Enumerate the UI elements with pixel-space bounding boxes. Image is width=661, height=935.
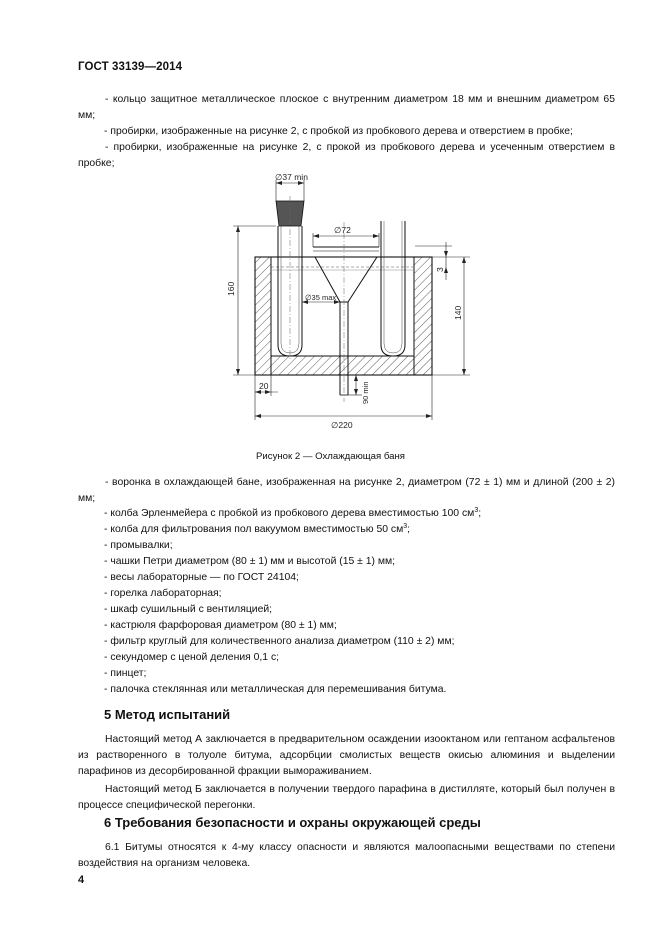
dim-d220: ∅220 — [331, 420, 353, 430]
list-item-funnel: - воронка в охлаждающей бане, изображенная на рисунке 2, диаметром (72 ± 1) мм и длиной (200 ± 2) мм; — [78, 477, 615, 504]
figure-caption: Рисунок 2 — Охлаждающая баня — [256, 451, 405, 462]
intro-item-ring: - кольцо защитное металлическое плоское с внутренним диаметром 18 мм и внешним диаметром 65 мм; — [78, 94, 615, 121]
list-item: - чашки Петри диаметром (80 ± 1) мм и высотой (15 ± 1) мм; — [104, 556, 396, 567]
intro-item-tubes-truncated: - пробирки, изображенные на рисунке 2, с прокой из пробкового дерева и усеченным отверстием в пробке; — [78, 142, 615, 169]
list-item: - пинцет; — [104, 668, 147, 679]
list-item: - кастрюля фарфоровая диаметром (80 ± 1) мм; — [104, 620, 337, 631]
dim-d35: ∅35 max — [305, 293, 337, 302]
list-item: - весы лабораторные — по ГОСТ 24104; — [104, 572, 299, 583]
standard-header: ГОСТ 33139—2014 — [78, 61, 183, 73]
test-tube-left — [276, 196, 304, 360]
list-item: - шкаф сушильный с вентиляцией; — [104, 604, 273, 615]
list-item: - фильтр круглый для количественного анализа диаметром (110 ± 2) мм; — [104, 636, 455, 647]
list-item: - горелка лабораторная; — [104, 588, 222, 599]
section-5-heading: 5 Метод испытаний — [104, 707, 231, 722]
dim-h90: 90 min — [361, 381, 370, 404]
list-item: - промывалки; — [104, 540, 173, 551]
page-number: 4 — [78, 874, 85, 886]
list-item-vacuum-flask: - колба для фильтрования пол вакуумом вместимостью 50 $см^3$; — [104, 523, 411, 535]
dim-h160: 160 — [226, 281, 236, 296]
list-item: - палочка стеклянная или металлическая для перемешивания битума. — [104, 684, 447, 695]
section-5-paragraph-1: Настоящий метод А заключается в предварительном осаждении изооктаном или гептаном асфальтенов из растворенного в толуоле битума, адсорбции смолистых веществ окисью алюминия и выделении парафинов из десорбированной фракции вымораживанием. — [78, 734, 615, 777]
intro-item-tubes-hole: - пробирки, изображенные на рисунке 2, с пробкой из пробкового дерева и отверстием в пробке; — [104, 126, 573, 137]
dim-d72: ∅72 — [334, 225, 351, 235]
list-item-erlenmeyer: - колба Эрленмейера с пробкой из пробкового дерева вместимостью 100 $см^3$; — [104, 507, 482, 519]
dim-h140: 140 — [453, 305, 463, 320]
dim-w20: 20 — [259, 381, 269, 391]
section-5-paragraph-2: Настоящий метод Б заключается в получении твердого парафина в дистилляте, который был получен в процессе специфической перегонки. — [78, 784, 615, 811]
dim-h3: 3 — [435, 267, 445, 272]
dim-d37: ∅37 min — [275, 172, 308, 182]
section-6-heading: 6 Требования безопасности и охраны окружающей среды — [104, 815, 481, 830]
test-tube-right — [381, 221, 405, 356]
section-6-paragraph-1: 6.1 Битумы относятся к 4-му классу опасности и являются малоопасными веществами по степени воздействия на организм человека. — [78, 842, 615, 869]
list-item: - секундомер с ценой деления 0,1 с; — [104, 652, 280, 663]
